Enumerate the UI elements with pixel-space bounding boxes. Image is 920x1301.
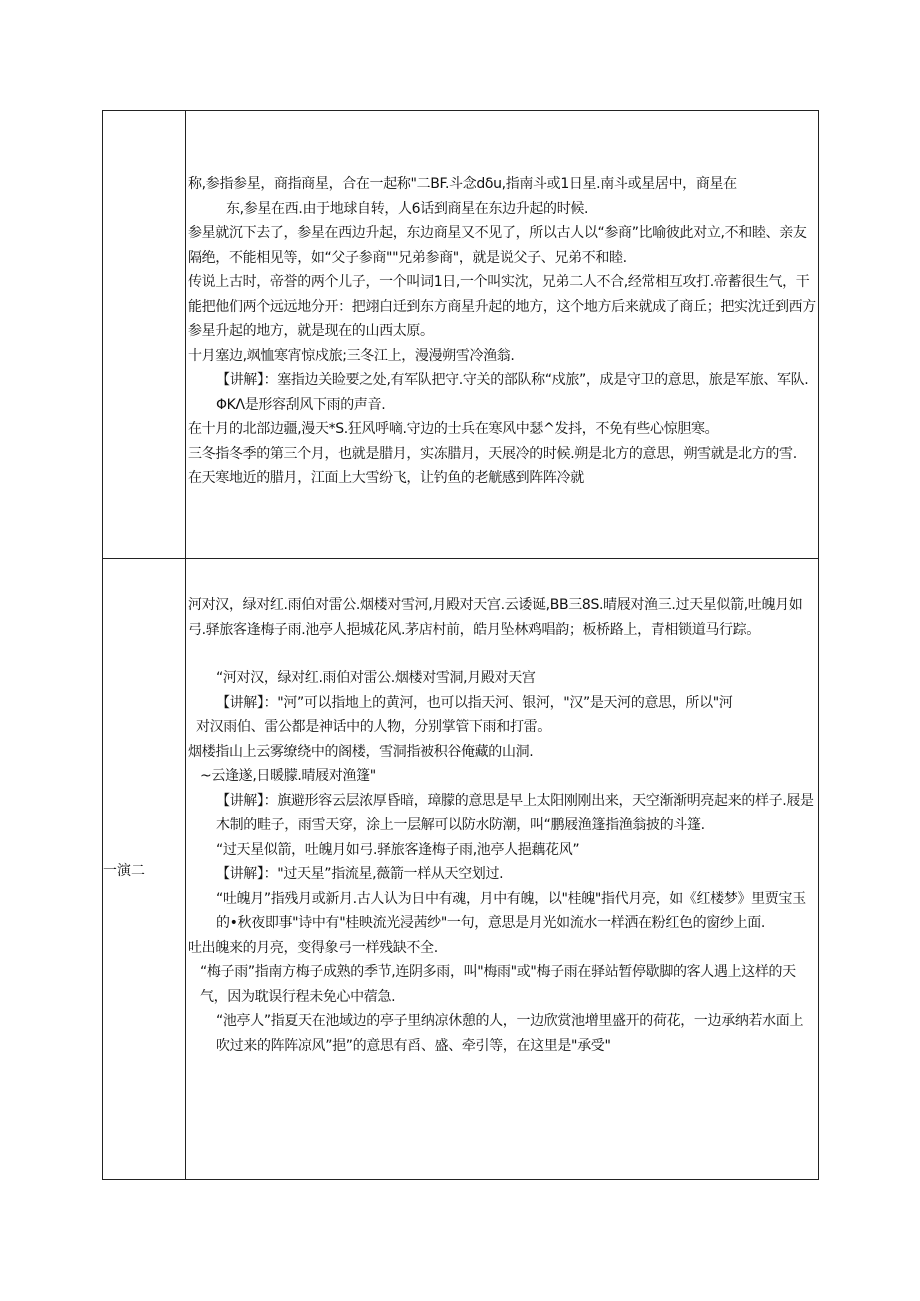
- paragraph: 【讲解】："过天星”指流星,薇箭一样从天空划过.: [216, 866, 504, 882]
- paragraph: ~云逢遂,日暖朦.晴屐对渔篷": [200, 768, 376, 784]
- paragraph: “吐魄月”指残月或新月.古人认为日中有魂，月中有魄，以"桂魄"指代月亮，如《红楼梦》里贾宝玉的•秋夜即事"诗中有"桂映流光浸茜纱"一句，意思是月光如流水一样洒在粉红色的窗纱上面.: [216, 890, 806, 931]
- paragraph: 称,参指参星，商指商星，合在一起称"二BF.斗念dδu,指南斗或1日星.南斗或星居中，商星在: [188, 176, 737, 192]
- paragraph: 在天寒地近的腊月，江面上大雪纷飞，让钓鱼的老觥感到阵阵冷就: [188, 470, 584, 486]
- paragraph: 传说上古时，帝誉的两个儿子，一个叫词1日,一个叫实沈，兄弟二人不合,经常相互攻打.帝蓄很生气，干能把他们两个远远地分开：把翊白迁到东方商星升起的地方，这个地方后来就成了商丘；把实沈迁到西方参星升起的地方，就是现在的山西太原。: [188, 274, 816, 339]
- paragraph: 【讲解】：塞指边关睑要之处,有军队把守.守关的部队称“戍旅”，成是守卫的意思，旅是军旅、军队.ΦKΛ是形容刮风下雨的声音.: [216, 372, 809, 413]
- paragraph: 【讲解】："河”可以指地上的黄河，也可以指天河、银河，"汉”是天河的意思，所以"河: [216, 694, 733, 711]
- content-text: [186, 111, 818, 491]
- paragraph: 东,参星在西.由于地球自转，人6话到商星在东边升起的时候.: [226, 200, 589, 217]
- table-row: [103, 111, 819, 559]
- paragraph: 对汉雨伯、雷公都是神话中的人物，分别掌管下雨和打雷。: [196, 719, 551, 735]
- paragraph: 在十月的北部边疆,漫天*S.狂风呼嘀.守边的士兵在寒风中瑟^发抖，不免有些心惊胆寒。: [188, 421, 719, 437]
- paragraph: 河对汉，绿对红.雨伯对雷公.烟楼对雪河,月殿对天宫.云诿诞,BB三8S.晴屐对渔三.过天星似箭,吐魄月如弓.驿旅客逢梅子雨.池亭人挹城花风.茅店村前，皓月坠林鸡唱韵；板桥路上，青相锁道马行踪。: [188, 597, 803, 638]
- row-label-cell: [103, 111, 186, 559]
- paragraph: 吐出魄来的月亮，变得象弓一样残缺不全.: [188, 939, 438, 956]
- paragraph: 十月塞边,飒恤寒宵惊戍旅;三冬江上，漫漫朔雪冷渔翁.: [188, 347, 515, 364]
- paragraph: 三冬指冬季的第三个月，也就是腊月，实冻腊月，天展冷的时候.朔是北方的意思，朔雪就是北方的雪.: [188, 445, 797, 462]
- content-cell: [186, 559, 819, 1180]
- paragraph: 烟楼指山上云雾缭绕中的阁楼，雪洞指被积谷俺藏的山洞.: [188, 743, 534, 760]
- paragraph: “河对汉，绿对红.雨伯对雷公.烟楼对雪洞,月殿对天宫: [216, 670, 536, 686]
- lesson-table: [102, 110, 819, 1180]
- content-text: [186, 559, 818, 1058]
- row-label: 一演二: [103, 863, 145, 879]
- paragraph: “梅子雨”指南方梅子成熟的季节,连阴多雨，叫"梅雨"或"梅子雨在驿站暂停歇脚的客人遇上这样的天气，因为耽误行程未免心中蓿急.: [200, 964, 796, 1005]
- row-label-cell: [103, 559, 186, 1180]
- table-row: [103, 559, 819, 1180]
- paragraph: 参星就沉下去了，参星在西边升起，东边商星又不见了，所以古人以“参商”比喻彼此对立,不和睦、亲友隔绝，不能相见等，如“父子参商""兄弟参商"，就是说父子、兄弟不和睦.: [188, 225, 807, 266]
- spacer: [188, 642, 816, 666]
- paragraph: “过天星似箭，吐魄月如弓.驿旅客逢梅子雨,池亭人挹藕花风”: [216, 841, 580, 858]
- paragraph: “池亭人”指夏天在池域边的亭子里纳凉休憩的人，一边欣赏池增里盛开的荷花，一边承纳若水面上吹过来的阵阵凉风”挹”的意思有舀、盛、牵引等，在这里是"承受": [216, 1013, 804, 1054]
- content-cell: [186, 111, 819, 559]
- paragraph: 【讲解】：旗避形容云层浓厚昏暗，璋朦的意思是早上太阳刚刚出来，天空渐渐明亮起来的样子.屐是木制的畦子，雨雪天穿，涂上一层解可以防水防潮，叫“鹏屐渔篷指渔翁披的斗篷.: [216, 792, 814, 833]
